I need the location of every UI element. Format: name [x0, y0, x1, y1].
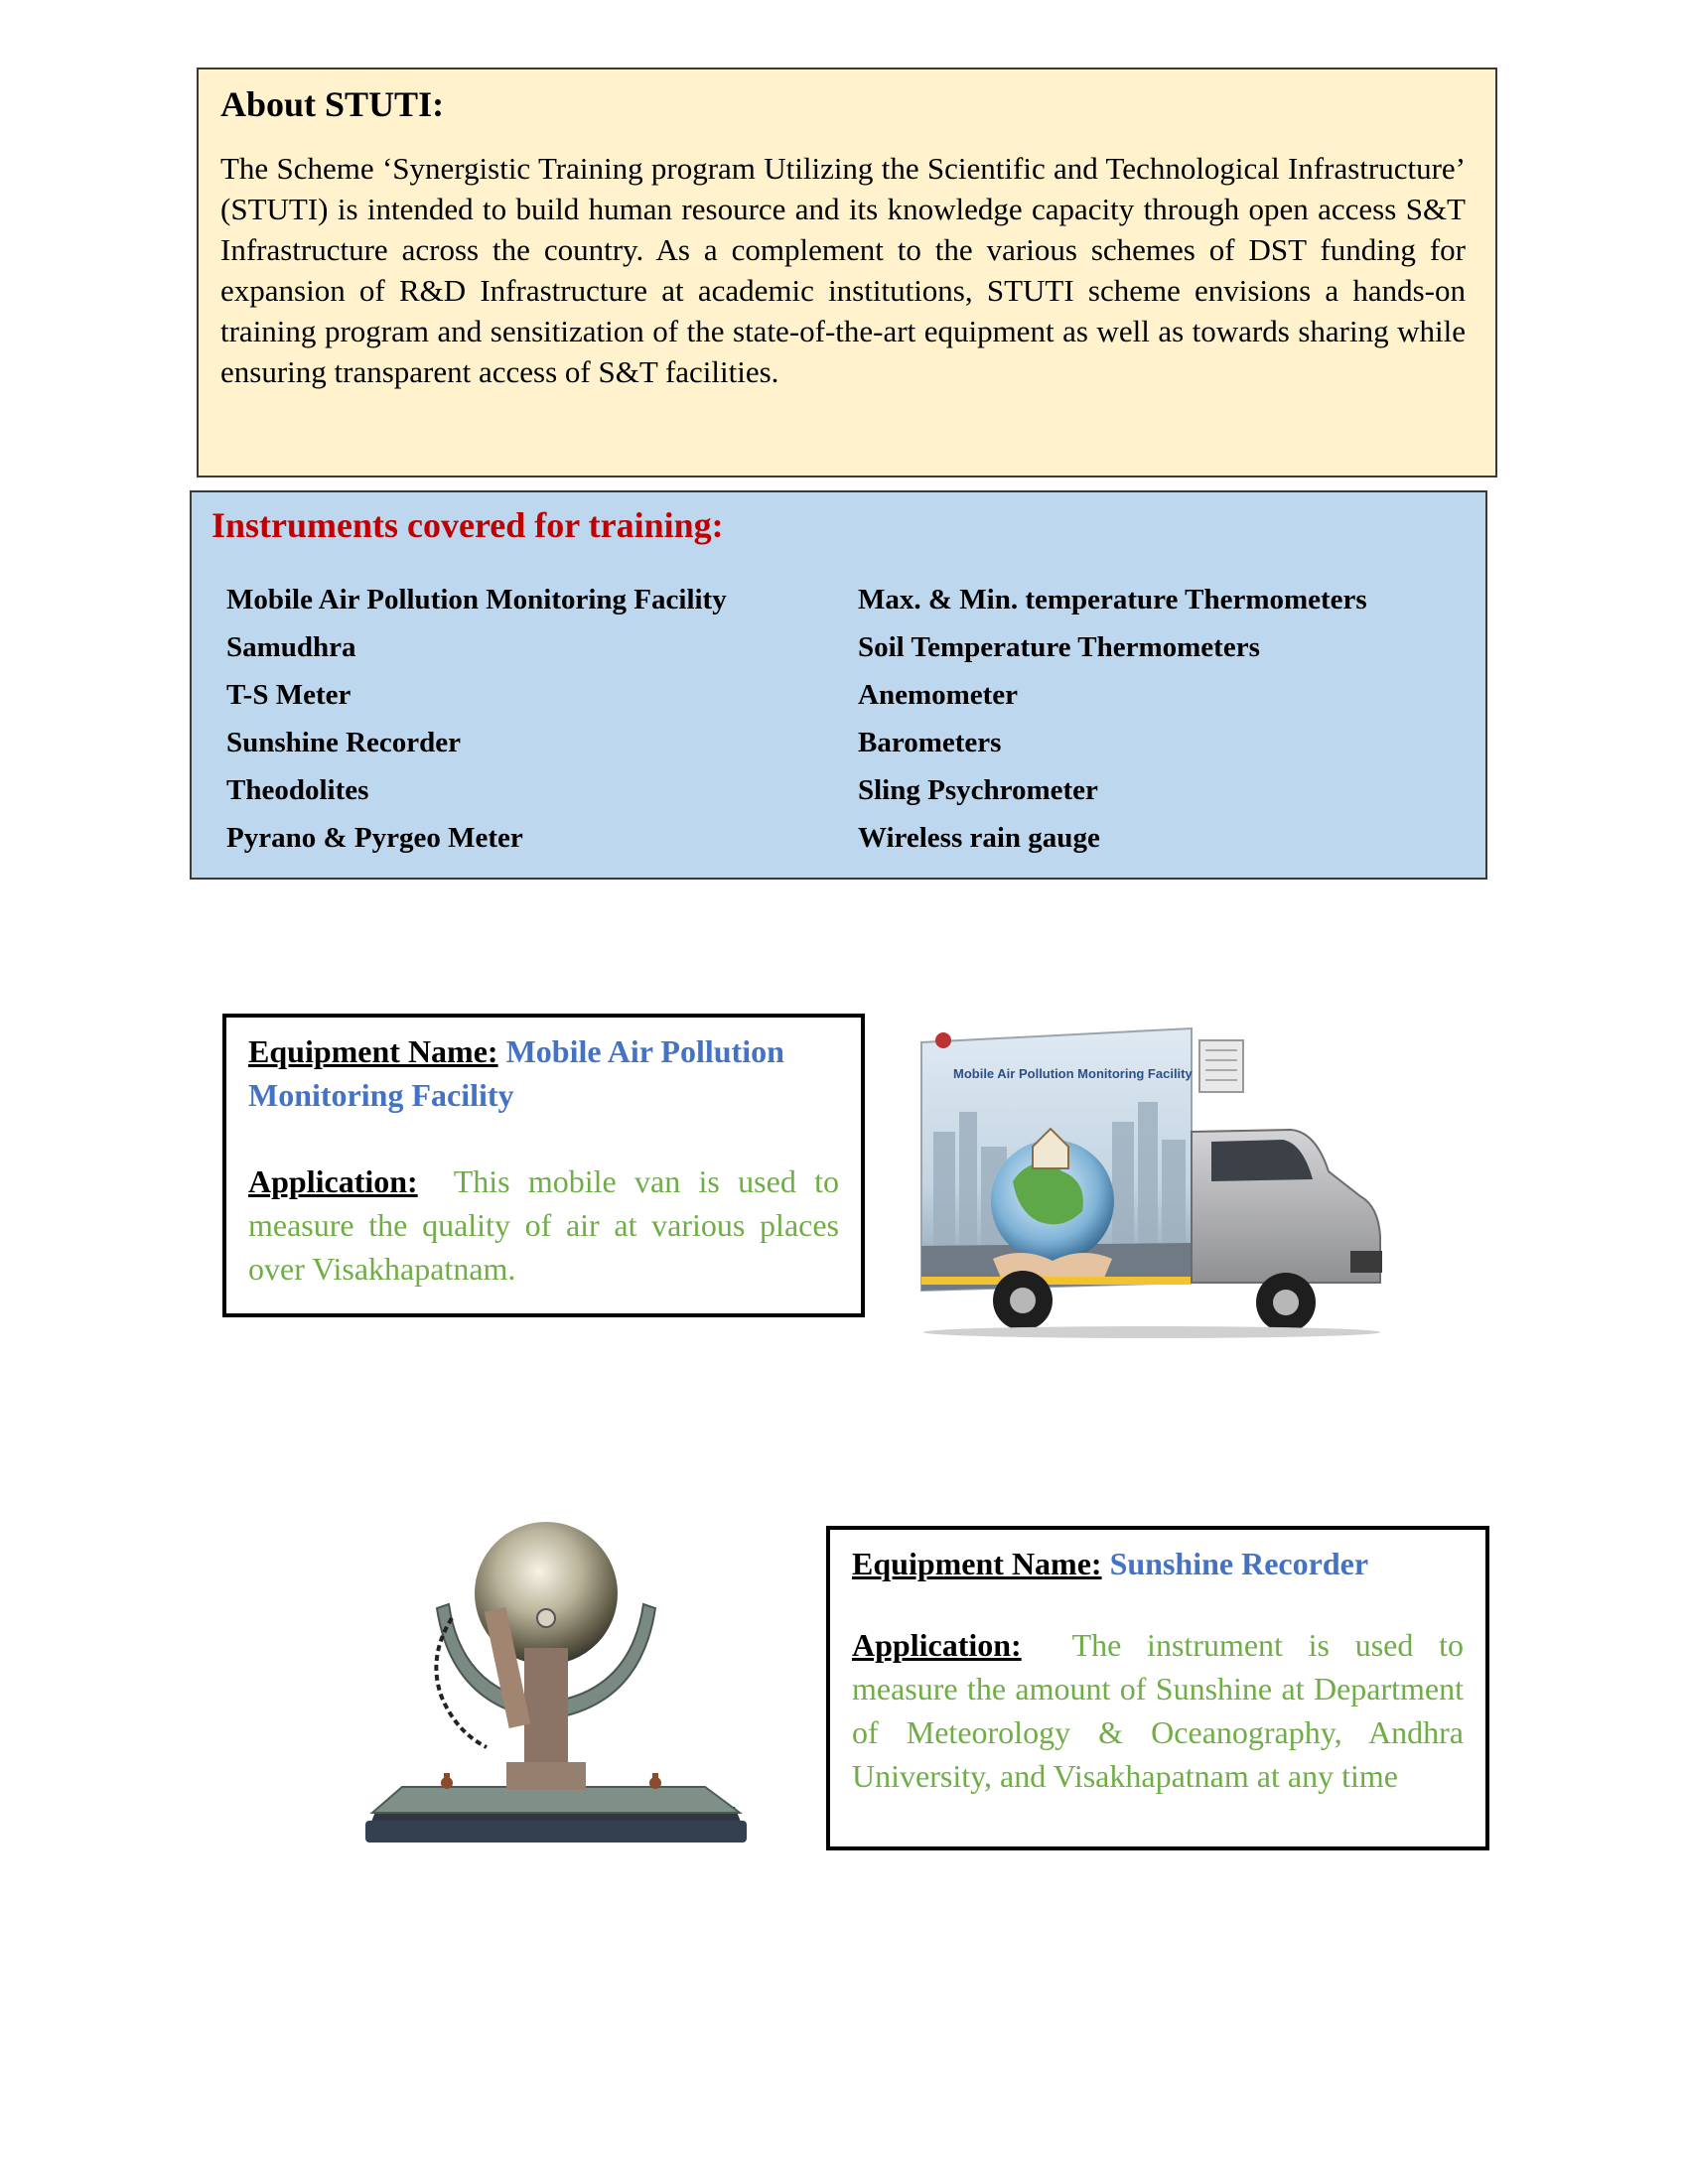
instruments-box	[190, 490, 1487, 880]
about-body: The Scheme ‘Synergistic Training program Utilizing the Scientific and Technological Infrastructure’ (STUTI) is intended to build human resource and its knowledge capacity through open access S&T Infrastructure across the country. As a complement to the various schemes of DST funding for expansion of R&D Infrastructure at academic institutions, STUTI scheme envisions a hands-on training program and sensitization of the state-of-the-art equipment as well as towards sharing while ensuring transparent access of S&T facilities.	[220, 151, 1466, 390]
instrument-item: Wireless rain gauge	[858, 822, 1100, 854]
application-text: This mobile van is used to measure the quality of air at various places over Visakhapatnam.	[248, 1163, 840, 1287]
application-label: Application:	[248, 1163, 418, 1199]
instruments-list-right	[858, 576, 1367, 862]
instrument-item: Mobile Air Pollution Monitoring Facility	[226, 584, 727, 615]
instruments-list-left	[226, 576, 727, 862]
equipment-name-label: Equipment Name:	[248, 1033, 498, 1069]
instrument-item: Barometers	[858, 727, 1002, 758]
mobile-van-photo	[914, 1023, 1390, 1345]
equipment-card-mobile-van	[222, 1014, 865, 1317]
instrument-item: Samudhra	[226, 631, 356, 663]
equipment-name-line	[852, 1542, 1464, 1585]
university-logo-icon	[935, 1032, 951, 1048]
equipment-name: Mobile Air Pollution Monitoring Facility	[248, 1033, 784, 1113]
about-title: About STUTI:	[220, 84, 445, 124]
application-line	[852, 1623, 1464, 1798]
instrument-item: Theodolites	[226, 774, 369, 806]
equipment-name-label: Equipment Name:	[852, 1546, 1102, 1581]
instrument-item: Pyrano & Pyrgeo Meter	[226, 822, 523, 854]
van-panel-text: Mobile Air Pollution Monitoring Facility	[953, 1066, 1193, 1081]
equipment-name-line	[248, 1029, 839, 1117]
instrument-item: Sling Psychrometer	[858, 774, 1098, 806]
about-stuti-box	[197, 68, 1497, 478]
application-line	[248, 1160, 839, 1291]
instrument-item: Soil Temperature Thermometers	[858, 631, 1260, 663]
sunshine-recorder-photo	[357, 1499, 765, 1846]
instrument-item: Max. & Min. temperature Thermometers	[858, 584, 1367, 615]
instrument-item: T-S Meter	[226, 679, 352, 711]
application-text: The instrument is used to measure the amount of Sunshine at Department of Meteorology & Oceanography, Andhra University, and Visakhapatnam at any time	[852, 1627, 1465, 1794]
instrument-item: Anemometer	[858, 679, 1019, 711]
instruments-title: Instruments covered for training:	[211, 505, 724, 545]
application-label: Application:	[852, 1627, 1022, 1663]
equipment-card-sunshine-recorder	[826, 1526, 1489, 1850]
equipment-name: Sunshine Recorder	[1109, 1546, 1369, 1581]
instrument-item: Sunshine Recorder	[226, 727, 462, 758]
